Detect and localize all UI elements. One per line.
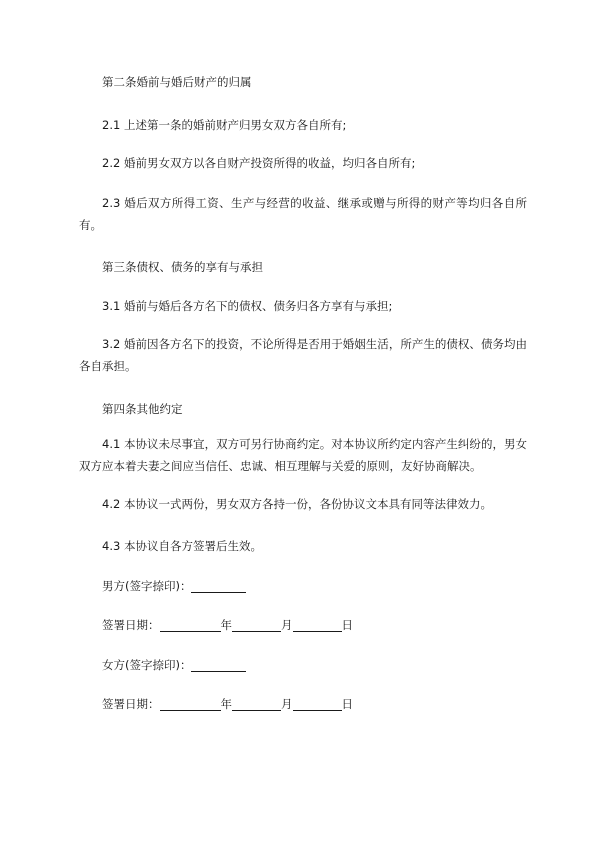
day-label: 日 [341,618,353,632]
month-blank[interactable] [232,697,281,711]
article3-heading: 第三条债权、债务的享有与承担 [102,260,263,274]
month-label: 月 [281,618,293,632]
year-blank[interactable] [160,697,221,711]
month-label: 月 [281,697,293,711]
article2-heading: 第二条婚前与婚后财产的归属 [102,75,252,89]
clause-3-1: 3.1 婚前与婚后各方名下的债权、债务归各方享有与承担; [102,299,393,313]
day-blank[interactable] [293,618,342,632]
male-signature-blank[interactable] [191,579,246,593]
female-date-line [102,693,550,715]
clause-4-2: 4.2 本协议一式两份，男女双方各持一份，各份协议文本具有同等法律效力。 [102,497,492,511]
clause-2-1: 2.1 上述第一条的婚前财产归男女双方各自所有; [102,118,347,132]
clause-2-3: 2.3 婚后双方所得工资、生产与经营的收益、继承或赠与所得的财产等均归各自所有。 [79,196,527,232]
day-label: 日 [341,697,353,711]
date-label: 签署日期： [102,618,160,632]
clause-4-1: 4.1 本协议未尽事宜，双方可另行协商约定。对本协议所约定内容产生纠纷的，男女双方应本着夫妻之间应当信任、忠诚、相互理解与关爱的原则，友好协商解决。 [79,437,527,473]
year-label: 年 [220,618,232,632]
month-blank[interactable] [232,618,281,632]
day-blank[interactable] [293,697,342,711]
date-label: 签署日期： [102,697,160,711]
year-label: 年 [220,697,232,711]
clause-4-3: 4.3 本协议自各方签署后生效。 [102,539,262,553]
male-date-line [102,614,550,636]
female-signature-blank[interactable] [191,658,246,672]
year-blank[interactable] [160,618,221,632]
clause-3-2: 3.2 婚前因各方名下的投资，不论所得是否用于婚姻生活，所产生的债权、债务均由各自承担。 [79,337,527,373]
male-signature-label: 男方(签字捺印)： [102,579,192,593]
male-signature-line [102,575,550,597]
article4-heading: 第四条其他约定 [102,402,183,416]
female-signature-line [102,654,550,676]
female-signature-label: 女方(签字捺印)： [102,658,192,672]
clause-2-2: 2.2 婚前男女双方以各自财产投资所得的收益，均归各自所有; [102,156,416,170]
